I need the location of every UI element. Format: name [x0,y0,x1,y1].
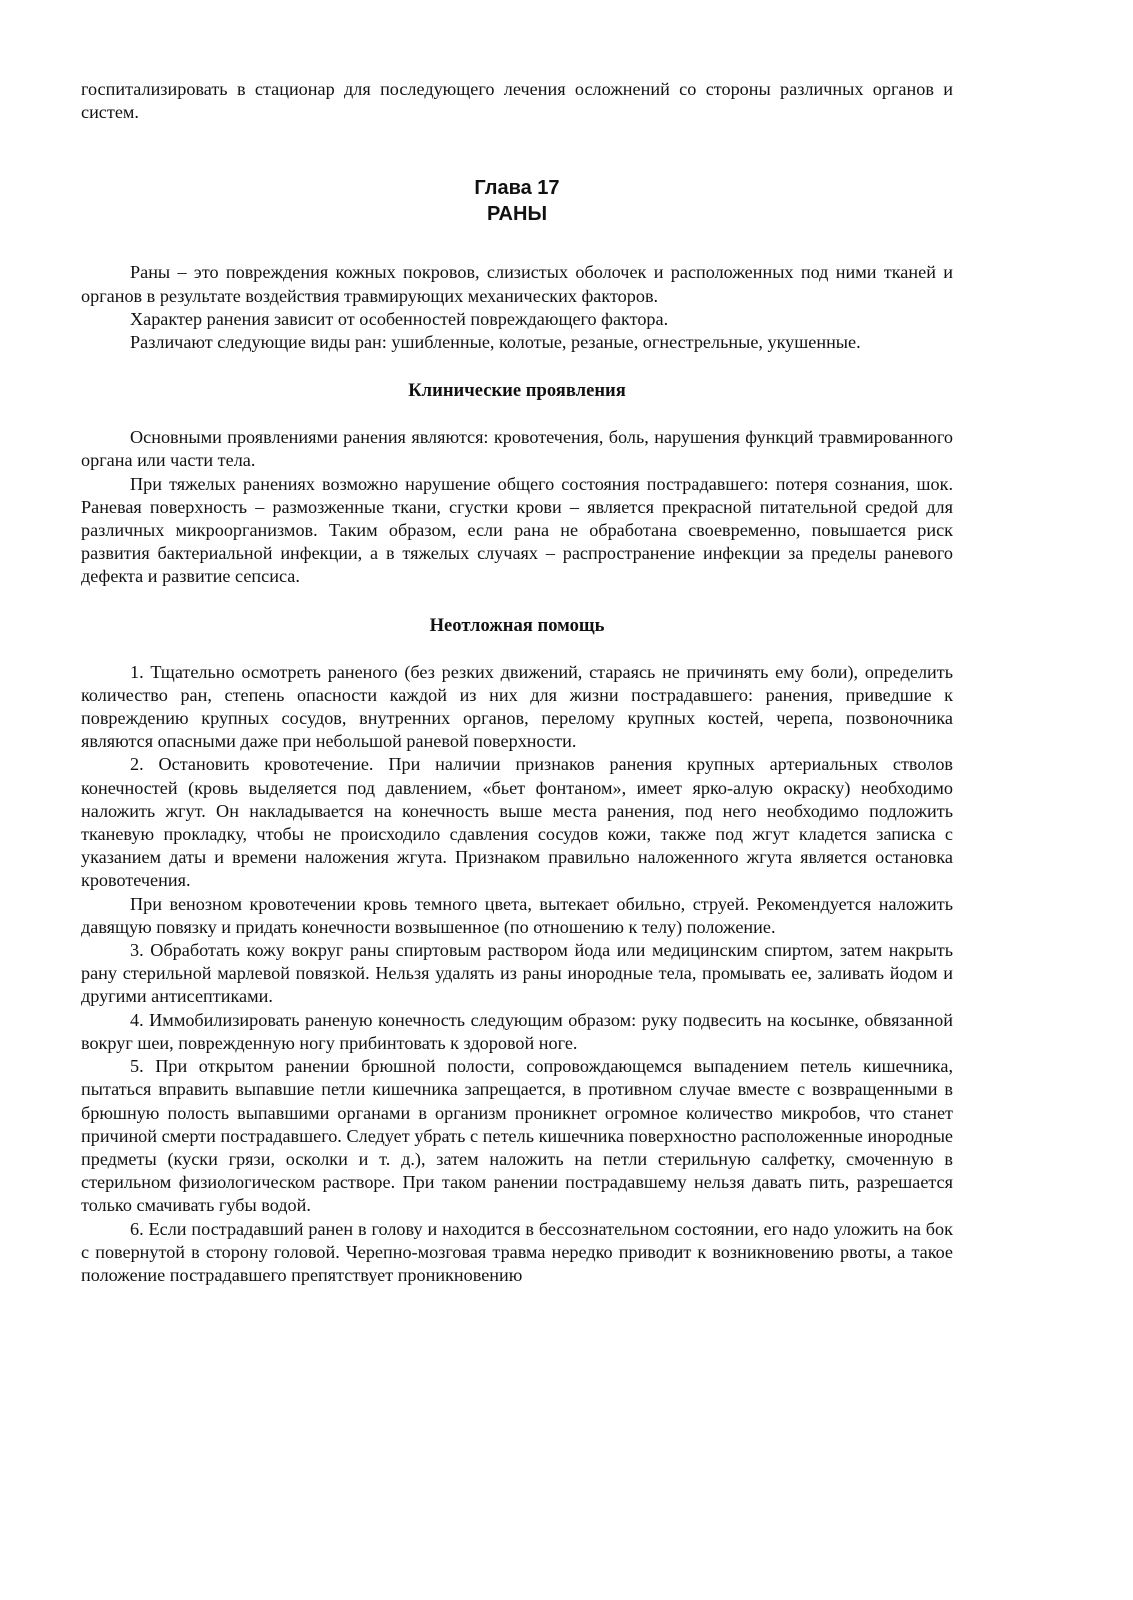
chapter-number: Глава 17 [474,177,560,200]
list-item: 5. При открытом ранении брюшной полости, сопровождающемся выпадением петель кишечника, пытаться вправить выпавшие петли кишечника запрещается, в противном случае вместе с возвращенными в брюшную полость выпавшими органами в организм проникнет огромное количество микробов, что станет причиной смерти пострадавшего. Следует убрать с петель кишечника поверхностно расположенные инородные предметы (куски грязи, осколки и т. д.), затем наложить на петли стерильную салфетку, смоченную в стерильном физиологическом растворе. При таком ранении пострадавшему нельзя давать пить, разрешается только смачивать губы водой. [81,1056,953,1216]
chapter-heading [81,175,953,227]
list-item: 1. Тщательно осмотреть раненого (без резких движений, стараясь не причинять ему боли), определить количество ран, степень опасности каждой из них для жизни пострадавшего: ранения, приведшие к повреждению крупных сосудов, внутренних органов, перелому крупных костей, черепа, позвоночника являются опасными даже при небольшой раневой поверхности. [81,661,953,752]
continuation-paragraph: госпитализировать в стационар для последующего лечения осложнений со стороны различных органов и систем. [81,79,953,123]
list-item: 6. Если пострадавший ранен в голову и находится в бессознательном состоянии, его надо уложить на бок с повернутой в сторону головой. Черепно-мозговая травма нередко приводит к возникновению рвоты, а такое положение пострадавшего препятствует проникновению [81,1218,953,1285]
paragraph: Характер ранения зависит от особенностей повреждающего фактора. [130,308,669,329]
list-item: 4. Иммобилизировать раненую конечность следующим образом: руку подвесить на косынке, обвязанной вокруг шеи, поврежденную ногу прибинтовать к здоровой ноге. [81,1009,953,1053]
paragraph: При венозном кровотечении кровь темного цвета, вытекает обильно, струей. Рекомендуется наложить давящую повязку и придать конечности возвышенное (по отношению к телу) положение. [81,893,953,937]
section-heading-emergency: Неотложная помощь [429,614,605,636]
document-page [81,78,953,1287]
paragraph: Различают следующие виды ран: ушибленные, колотые, резаные, огнестрельные, укушенные. [130,332,861,353]
section-heading-clinical: Клинические проявления [408,380,626,402]
paragraph: Раны – это повреждения кожных покровов, слизистых оболочек и расположенных под ними тканей и органов в результате воздействия травмирующих механических факторов. [81,262,953,306]
list-item: 3. Обработать кожу вокруг раны спиртовым раствором йода или медицинским спиртом, затем накрыть рану стерильной марлевой повязкой. Нельзя удалять из раны инородные тела, промывать ее, заливать йодом и другими антисептиками. [81,940,953,1007]
paragraph: Основными проявлениями ранения являются: кровотечения, боль, нарушения функций травмированного органа или части тела. [81,427,953,471]
chapter-title: РАНЫ [486,203,548,226]
list-item: 2. Остановить кровотечение. При наличии признаков ранения крупных артериальных стволов конечностей (кровь выделяется под давлением, «бьет фонтаном», имеет ярко-алую окраску) необходимо наложить жгут. Он накладывается на конечность выше места ранения, под него необходимо подложить тканевую прокладку, чтобы не происходило сдавления сосудов кожи, также под жгут кладется записка с указанием даты и времени наложения жгута. Признаком правильно наложенного жгута является остановка кровотечения. [81,754,953,891]
paragraph: При тяжелых ранениях возможно нарушение общего состояния пострадавшего: потеря сознания, шок. Раневая поверхность – размозженные ткани, сгустки крови – является прекрасной питательной средой для различных микроорганизмов. Таким образом, если рана не обработана своевременно, повышается риск развития бактериальной инфекции, а в тяжелых случаях – распространение инфекции за пределы раневого дефекта и развитие сепсиса. [81,473,953,587]
